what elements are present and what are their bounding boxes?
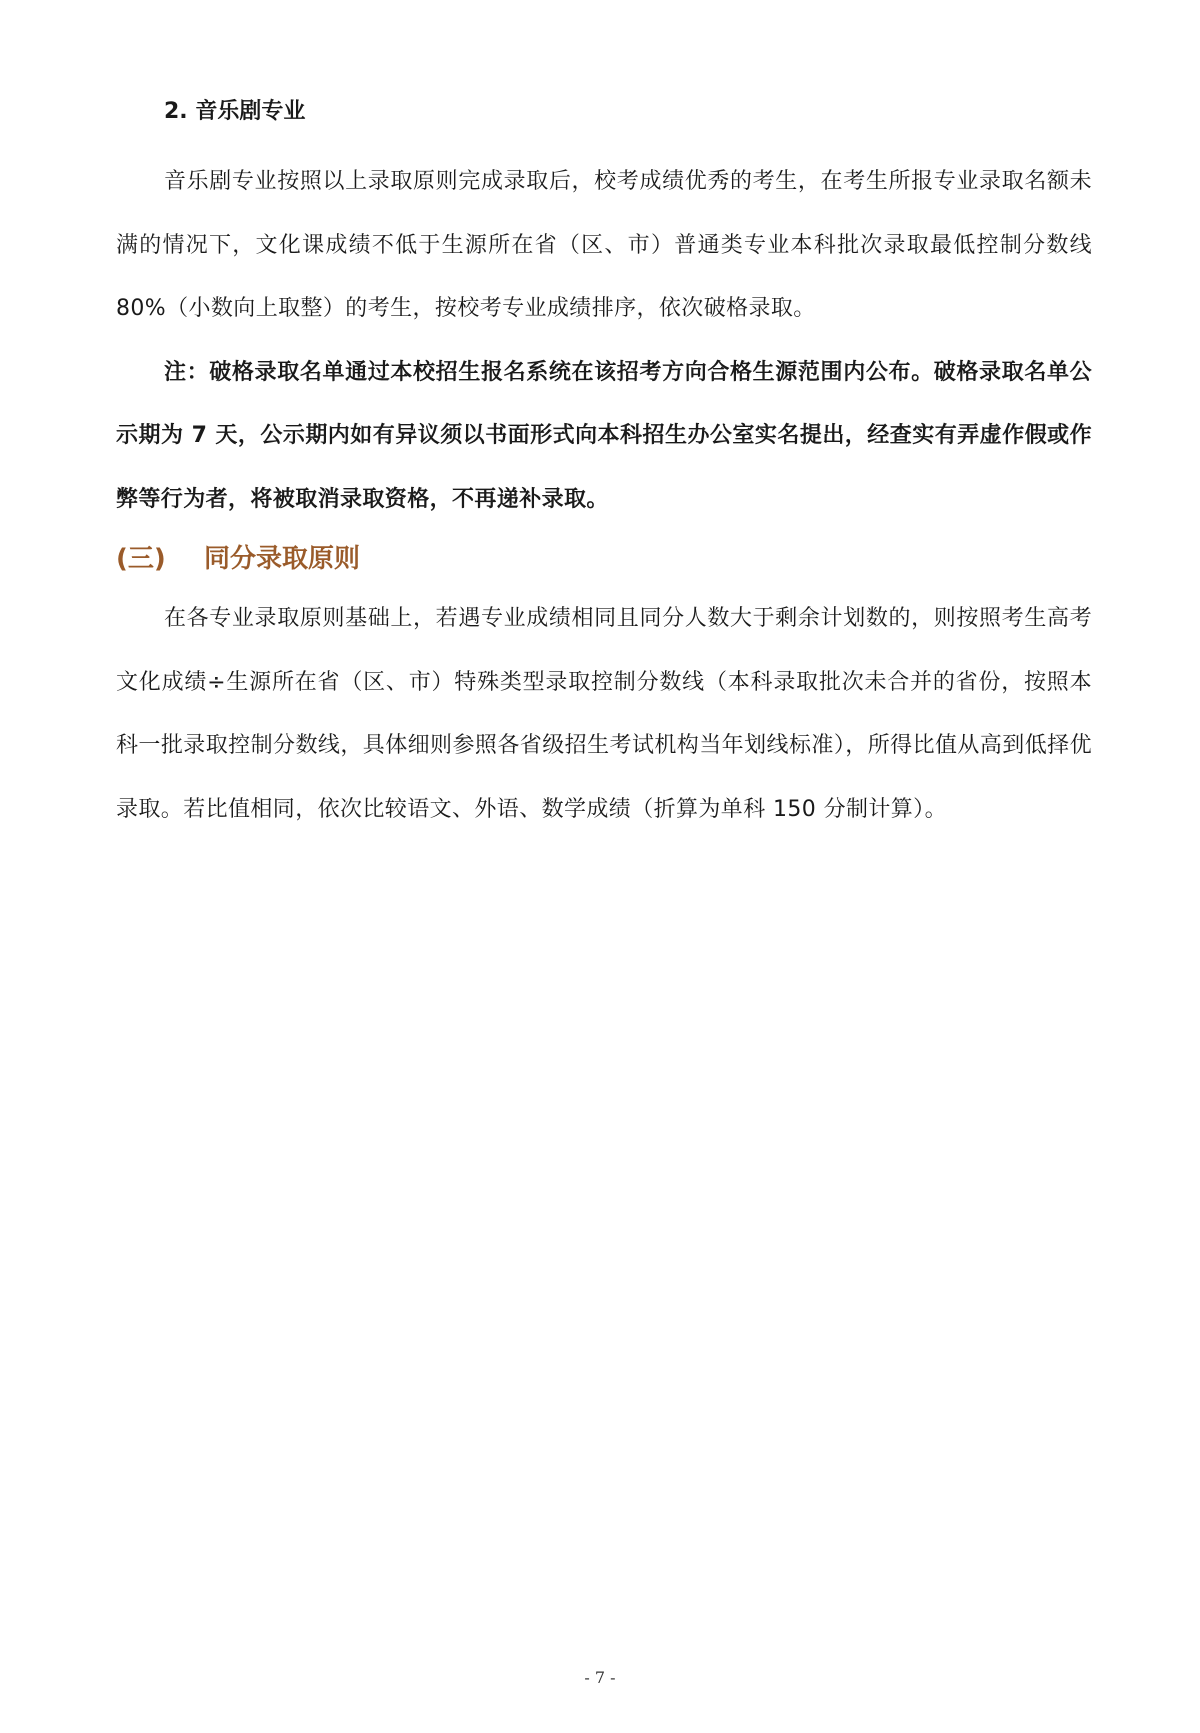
subsection-paragraph: 音乐剧专业按照以上录取原则完成录取后，校考成绩优秀的考生，在考生所报专业录取名额未满的情况下，文化课成绩不低于生源所在省（区、市）普通类专业本科批次录取最低控制分数线 80%（小数向上取整）的考生，按校考专业成绩排序，依次破格录取。 xyxy=(116,169,1092,321)
note-paragraph: 注：破格录取名单通过本校招生报名系统在该招考方向合格生源范围内公布。破格录取名单公示期为 7 天，公示期内如有异议须以书面形式向本科招生办公室实名提出，经查实有弄虚作假或作弊等行为者，将被取消录取资格，不再递补录取。 xyxy=(116,359,1092,512)
page-number: - 7 - xyxy=(584,1668,616,1687)
section-title xyxy=(116,531,1092,587)
subsection-heading: 2. 音乐剧专业 xyxy=(164,99,306,124)
section-paragraph: 在各专业录取原则基础上，若遇专业成绩相同且同分人数大于剩余计划数的，则按照考生高考文化成绩÷生源所在省（区、市）特殊类型录取控制分数线（本科录取批次未合并的省份，按照本科一批录取控制分数线，具体细则参照各省级招生考试机构当年划线标准），所得比值从高到低择优录取。若比值相同，依次比较语文、外语、数学成绩（折算为单科 150 分制计算）。 xyxy=(116,606,1092,822)
page-content xyxy=(116,88,1092,841)
section-title-text: 同分录取原则 xyxy=(204,544,361,574)
section-number: (三) xyxy=(116,544,166,574)
